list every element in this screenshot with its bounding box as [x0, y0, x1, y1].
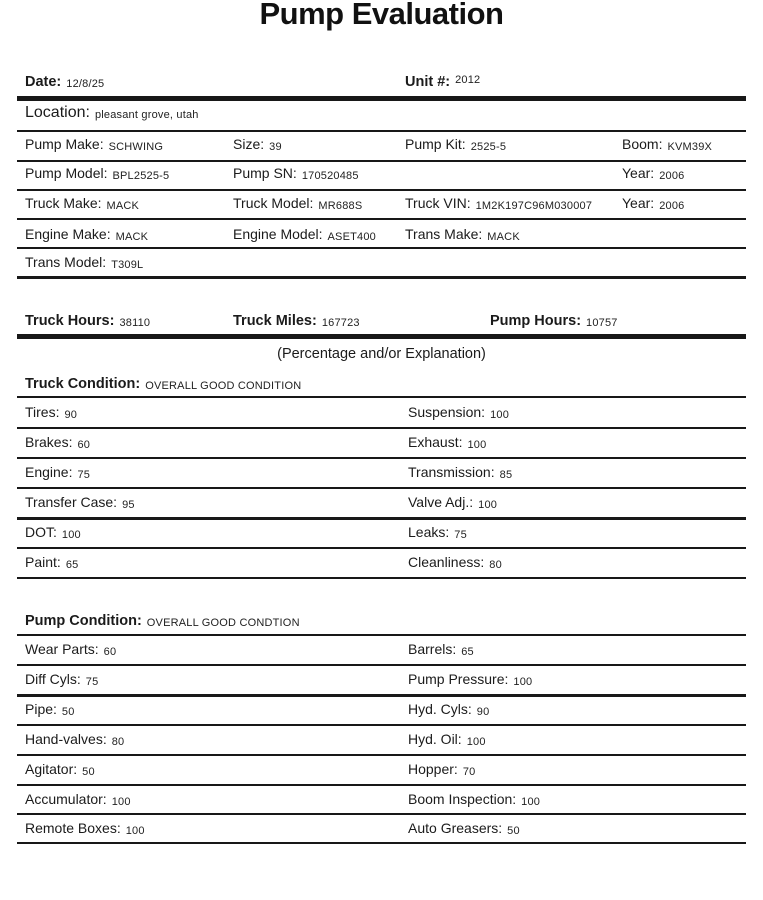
field-value: 60 — [77, 439, 91, 451]
pump-condition-summary: OVERALL GOOD CONDTION — [146, 617, 300, 629]
divider — [17, 396, 746, 398]
field-label: Truck Miles: — [233, 313, 317, 329]
condition-row — [17, 731, 746, 751]
pipe-field — [25, 701, 75, 719]
field-value: SCHWING — [108, 141, 164, 153]
pump-sn-field — [233, 165, 359, 183]
condition-row — [17, 434, 746, 454]
unit-label: Unit #: — [405, 74, 451, 90]
field-label: Pump Pressure: — [408, 671, 509, 687]
engine-field — [25, 464, 90, 482]
field-label: Size: — [233, 136, 265, 152]
field-value: 100 — [490, 409, 510, 421]
trans-make-field — [405, 226, 520, 244]
unit-field — [405, 73, 480, 91]
condition-row — [17, 494, 746, 514]
field-label: Truck Model: — [233, 195, 314, 211]
field-label: Engine Model: — [233, 226, 323, 242]
divider — [17, 842, 746, 844]
pump-hours-field — [490, 312, 618, 330]
divider — [17, 577, 746, 579]
field-label: Trans Model: — [25, 254, 107, 270]
condition-row — [17, 761, 746, 781]
field-value: 2525-5 — [470, 141, 507, 153]
divider-thick — [17, 334, 746, 339]
field-value: MACK — [487, 231, 520, 243]
field-label: Pump Hours: — [490, 313, 582, 329]
field-label: Tires: — [25, 404, 60, 420]
field-value: 100 — [521, 796, 541, 808]
engine-make-field — [25, 226, 148, 244]
field-value: 90 — [64, 409, 78, 421]
divider — [17, 160, 746, 162]
field-label: Paint: — [25, 554, 61, 570]
field-value: 75 — [85, 676, 99, 688]
field-label: Transmission: — [408, 464, 495, 480]
transmission-field — [408, 464, 512, 482]
field-label: Pump Kit: — [405, 136, 466, 152]
info-row — [17, 195, 746, 215]
divider — [17, 813, 746, 815]
divider — [17, 694, 746, 697]
field-label: Truck Hours: — [25, 313, 115, 329]
pump-pressure-field — [408, 671, 532, 689]
info-row — [17, 226, 746, 246]
field-label: Agitator: — [25, 761, 78, 777]
field-value: 38110 — [119, 317, 151, 329]
field-value: 10757 — [586, 317, 618, 329]
location-label: Location: — [25, 104, 90, 121]
field-value: 2006 — [659, 170, 685, 182]
field-label: Valve Adj.: — [408, 494, 474, 510]
condition-row — [17, 820, 746, 840]
field-label: Hopper: — [408, 761, 458, 777]
field-value: 70 — [462, 766, 476, 778]
field-label: Exhaust: — [408, 434, 463, 450]
info-row — [17, 165, 746, 185]
truck-model-field — [233, 195, 362, 213]
field-value: 100 — [125, 825, 145, 837]
divider — [17, 218, 746, 220]
divider — [17, 130, 746, 132]
unit-value: 2012 — [455, 74, 481, 86]
remote-boxes-field — [25, 820, 145, 838]
condition-row — [17, 701, 746, 721]
page-title: Pump Evaluation — [259, 0, 504, 31]
auto-greasers-field — [408, 820, 520, 838]
field-label: Hand-valves: — [25, 731, 107, 747]
divider — [17, 724, 746, 726]
pump-model-field — [25, 165, 169, 183]
field-label: Truck Make: — [25, 195, 102, 211]
field-value: KVM39X — [667, 141, 713, 153]
hand-valves-field — [25, 731, 124, 749]
pump-condition-label: Pump Condition: — [25, 613, 142, 629]
field-label: Pump Make: — [25, 136, 104, 152]
truck-hours-field — [25, 312, 150, 330]
field-value: 39 — [269, 141, 282, 153]
field-label: Engine Make: — [25, 226, 111, 242]
transfer-case-field — [25, 494, 135, 512]
diff-cyls-field — [25, 671, 98, 689]
divider — [17, 664, 746, 666]
divider-thick — [17, 96, 746, 101]
field-label: Leaks: — [408, 524, 450, 540]
field-value: 100 — [466, 736, 486, 748]
date-label: Date: — [25, 74, 62, 90]
field-value: MR688S — [318, 200, 363, 212]
field-label: Auto Greasers: — [408, 820, 503, 836]
field-value: 100 — [111, 796, 131, 808]
divider — [17, 754, 746, 756]
truck-miles-field — [233, 312, 360, 330]
hyd-cyls-field — [408, 701, 489, 719]
field-value: 60 — [103, 646, 117, 658]
field-value: 95 — [122, 499, 135, 511]
hopper-field — [408, 761, 475, 779]
truck-condition-summary: OVERALL GOOD CONDITION — [145, 380, 302, 392]
date-value: 12/8/25 — [66, 78, 105, 90]
year-field — [622, 165, 684, 183]
suspension-field — [408, 404, 509, 422]
field-label: Transfer Case: — [25, 494, 118, 510]
divider — [17, 487, 746, 489]
field-label: Suspension: — [408, 404, 486, 420]
hyd-oil-field — [408, 731, 486, 749]
divider — [17, 189, 746, 191]
field-label: Engine: — [25, 464, 73, 480]
truck-vin-field — [405, 195, 592, 213]
agitator-field — [25, 761, 95, 779]
divider — [17, 427, 746, 429]
field-label: Hyd. Cyls: — [408, 701, 472, 717]
field-value: 100 — [467, 439, 487, 451]
field-label: Boom Inspection: — [408, 791, 517, 807]
brakes-field — [25, 434, 90, 452]
field-label: Remote Boxes: — [25, 820, 121, 836]
field-label: Pipe: — [25, 701, 57, 717]
field-value: 75 — [77, 469, 91, 481]
field-value: 75 — [454, 529, 467, 541]
field-value: 90 — [476, 706, 490, 718]
field-value: 100 — [513, 676, 533, 688]
pump-kit-field — [405, 136, 506, 154]
field-value: 100 — [61, 529, 81, 541]
condition-row — [17, 464, 746, 484]
location-row — [17, 104, 746, 124]
field-value: MACK — [106, 200, 140, 212]
condition-row — [17, 641, 746, 661]
field-value: BPL2525-5 — [112, 170, 170, 182]
engine-model-field — [233, 226, 376, 244]
divider — [17, 247, 746, 249]
field-value: T309L — [111, 259, 144, 271]
tires-field — [25, 404, 77, 422]
dot-field — [25, 524, 81, 542]
condition-row — [17, 404, 746, 424]
condition-row — [17, 791, 746, 811]
divider — [17, 784, 746, 786]
field-value: 50 — [82, 766, 95, 778]
info-row — [17, 254, 746, 274]
field-value: 65 — [461, 646, 474, 658]
boom-inspection-field — [408, 791, 540, 809]
field-value: 50 — [507, 825, 520, 837]
condition-row — [17, 524, 746, 544]
field-value: 80 — [489, 559, 502, 571]
field-label: Year: — [622, 195, 655, 211]
accumulator-field — [25, 791, 131, 809]
field-label: Cleanliness: — [408, 554, 485, 570]
field-value: 65 — [65, 559, 79, 571]
leaks-field — [408, 524, 467, 542]
wear-parts-field — [25, 641, 116, 659]
field-label: Diff Cyls: — [25, 671, 81, 687]
info-row — [17, 136, 746, 156]
field-label: DOT: — [25, 524, 57, 540]
field-label: Trans Make: — [405, 226, 483, 242]
divider — [17, 457, 746, 459]
pump-condition-header — [17, 612, 746, 632]
boom-field — [622, 136, 712, 154]
field-label: Barrels: — [408, 641, 457, 657]
field-value: 50 — [61, 706, 75, 718]
field-value: 2006 — [659, 200, 685, 212]
field-label: Pump SN: — [233, 165, 297, 181]
field-value: 80 — [111, 736, 125, 748]
field-label: Hyd. Oil: — [408, 731, 462, 747]
field-label: Accumulator: — [25, 791, 107, 807]
field-value: 100 — [478, 499, 498, 511]
field-label: Brakes: — [25, 434, 73, 450]
truck-condition-header — [17, 375, 746, 395]
field-label: Truck VIN: — [405, 195, 471, 211]
barrels-field — [408, 641, 474, 659]
location-value: pleasant grove, utah — [94, 109, 199, 121]
subtitle: (Percentage and/or Explanation) — [277, 346, 486, 362]
field-value: 170520485 — [301, 170, 359, 182]
divider — [17, 547, 746, 549]
field-label: Year: — [622, 165, 655, 181]
location-field — [25, 104, 199, 122]
field-label: Boom: — [622, 136, 663, 152]
header-row — [17, 73, 746, 93]
size-field — [233, 136, 282, 154]
cleanliness-field — [408, 554, 502, 572]
year-field — [622, 195, 684, 213]
condition-row — [17, 671, 746, 691]
field-label: Pump Model: — [25, 165, 108, 181]
hours-row — [17, 312, 746, 332]
truck-condition-label: Truck Condition: — [25, 376, 141, 392]
field-value: ASET400 — [327, 231, 376, 243]
field-value: MACK — [115, 231, 149, 243]
divider — [17, 276, 746, 279]
divider — [17, 517, 746, 520]
divider — [17, 634, 746, 636]
field-label: Wear Parts: — [25, 641, 99, 657]
field-value: 1M2K197C96M030007 — [475, 200, 593, 212]
pump-make-field — [25, 136, 163, 154]
trans-model-field — [25, 254, 143, 272]
field-value: 85 — [499, 469, 513, 481]
truck-make-field — [25, 195, 139, 213]
date-field — [25, 73, 104, 91]
condition-row — [17, 554, 746, 574]
valve-adj-field — [408, 494, 497, 512]
paint-field — [25, 554, 78, 572]
exhaust-field — [408, 434, 486, 452]
field-value: 167723 — [321, 317, 360, 329]
